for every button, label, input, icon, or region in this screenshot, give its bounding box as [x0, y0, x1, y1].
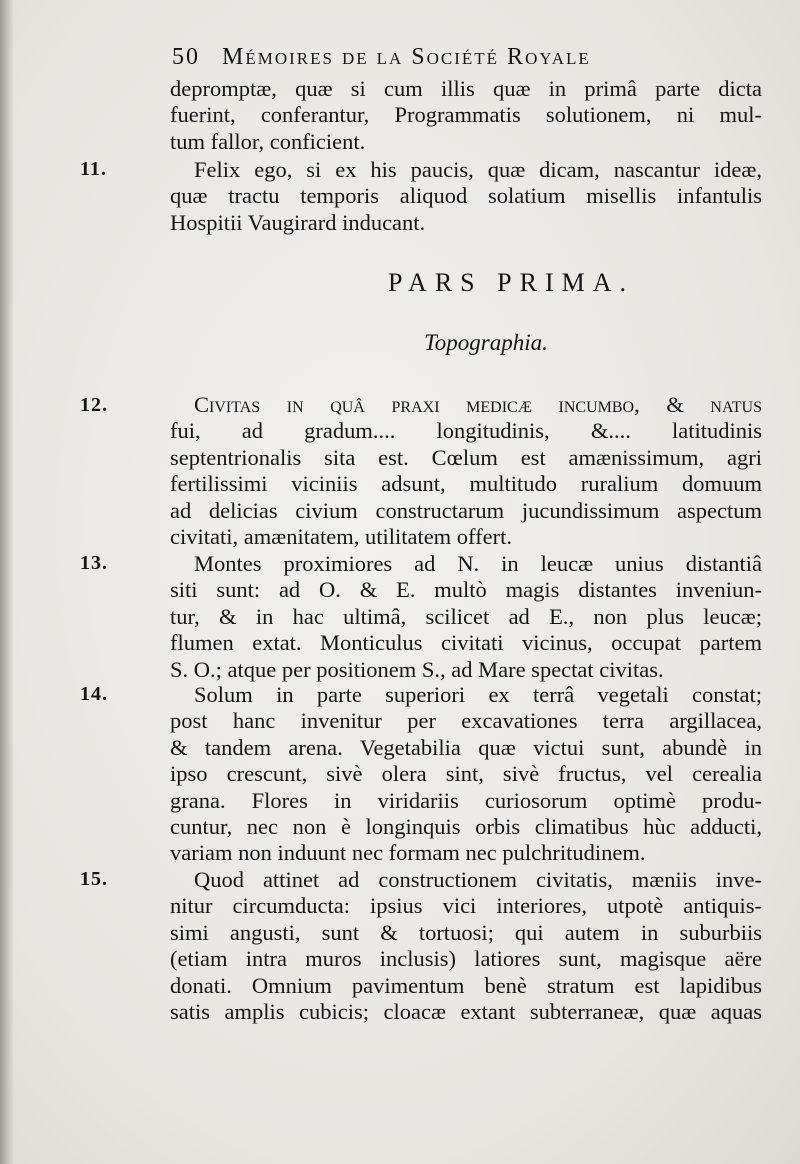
- paragraph-13: [170, 551, 762, 683]
- text-line: flumen extat. Monticulus civitati vicinus, occupat partem: [170, 630, 762, 656]
- page-number: 50: [172, 44, 200, 70]
- text-line: Solum in parte superiori ex terrâ vegetali constat;: [194, 682, 762, 707]
- paragraph-11: [170, 157, 762, 236]
- text-line: Hospitii Vaugirard inducant.: [170, 209, 426, 235]
- text-line: depromptæ, quæ si cum illis quæ in primâ parte dicta: [170, 76, 762, 101]
- paragraph-14: [170, 682, 762, 867]
- paragraph-number-13: 13.: [80, 552, 108, 574]
- text-line: civitati, amænitatem, utilitatem offert.: [170, 523, 512, 549]
- running-head: [172, 44, 792, 71]
- paragraph-number-15: 15.: [80, 868, 108, 890]
- text-line: donati. Omnium pavimentum benè stratum est lapidibus: [170, 972, 762, 998]
- text-line: satis amplis cubicis; cloacæ extant subterraneæ, quæ aquas: [170, 998, 762, 1024]
- running-title: Mémoires de la Société Royale: [222, 44, 591, 70]
- text-line: simi angusti, sunt & tortuosi; qui autem in suburbiis: [170, 919, 762, 945]
- text-line: tum fallor, conficient.: [170, 128, 366, 154]
- text-line: Montes proximiores ad N. in leucæ unius distantiâ: [194, 551, 762, 576]
- text-line: cuntur, nec non è longinquis orbis climatibus hùc adducti,: [170, 813, 762, 839]
- text-line: variam non induunt nec formam nec pulchritudinem.: [170, 840, 646, 866]
- text-line: S. O.; atque per positionem S., ad Mare spectat civitas.: [170, 656, 664, 682]
- paragraph-number-12: 12.: [80, 394, 108, 416]
- page-gutter-shadow: [0, 0, 14, 1164]
- paragraph-continuation: [170, 76, 762, 155]
- text-line: Civitas in quâ praxi medicæ incumbo, & natus: [194, 392, 762, 417]
- text-line: quæ tractu temporis aliquod solatium misellis infantulis: [170, 183, 762, 209]
- text-line: ad delicias civium constructarum jucundissimum aspectum: [170, 497, 762, 523]
- text-line: fertilissimi viciniis adsunt, multitudo ruralium domuum: [170, 471, 762, 497]
- section-subtitle: Topographia.: [424, 330, 548, 355]
- text-line: nitur circumducta: ipsius vici interiores, utpotè antiquis-: [170, 893, 762, 919]
- text-line: Felix ego, si ex his paucis, quæ dicam, nascantur ideæ,: [194, 157, 762, 182]
- paragraph-12: [170, 392, 762, 550]
- text-line: septentrionalis sita est. Cœlum est amænissimum, agri: [170, 444, 762, 470]
- text-line: tur, & in hac ultimâ, scilicet ad E., non plus leucæ;: [170, 603, 762, 629]
- text-line: (etiam intra muros inclusis) latiores sunt, magisque aëre: [170, 946, 762, 972]
- part-title: PARS PRIMA.: [387, 268, 634, 297]
- paragraph-number-11: 11.: [80, 158, 107, 180]
- paragraph-15: [170, 867, 762, 1025]
- text-line: grana. Flores in viridariis curiosorum optimè produ-: [170, 787, 762, 813]
- text-line: & tandem arena. Vegetabilia quæ victui sunt, abundè in: [170, 734, 762, 760]
- text-line: fui, ad gradum.... longitudinis, &.... latitudinis: [170, 418, 762, 444]
- text-line: fuerint, conferantur, Programmatis solutionem, ni mul-: [170, 102, 762, 128]
- text-line: ipso crescunt, sivè olera sint, sivè fructus, vel cerealia: [170, 761, 762, 787]
- paragraph-number-14: 14.: [80, 683, 108, 705]
- text-line: Quod attinet ad constructionem civitatis, mæniis inve-: [194, 867, 762, 892]
- text-line: post hanc invenitur per excavationes terra argillacea,: [170, 708, 762, 734]
- text-line: siti sunt: ad O. & E. multò magis distantes inveniun-: [170, 577, 762, 603]
